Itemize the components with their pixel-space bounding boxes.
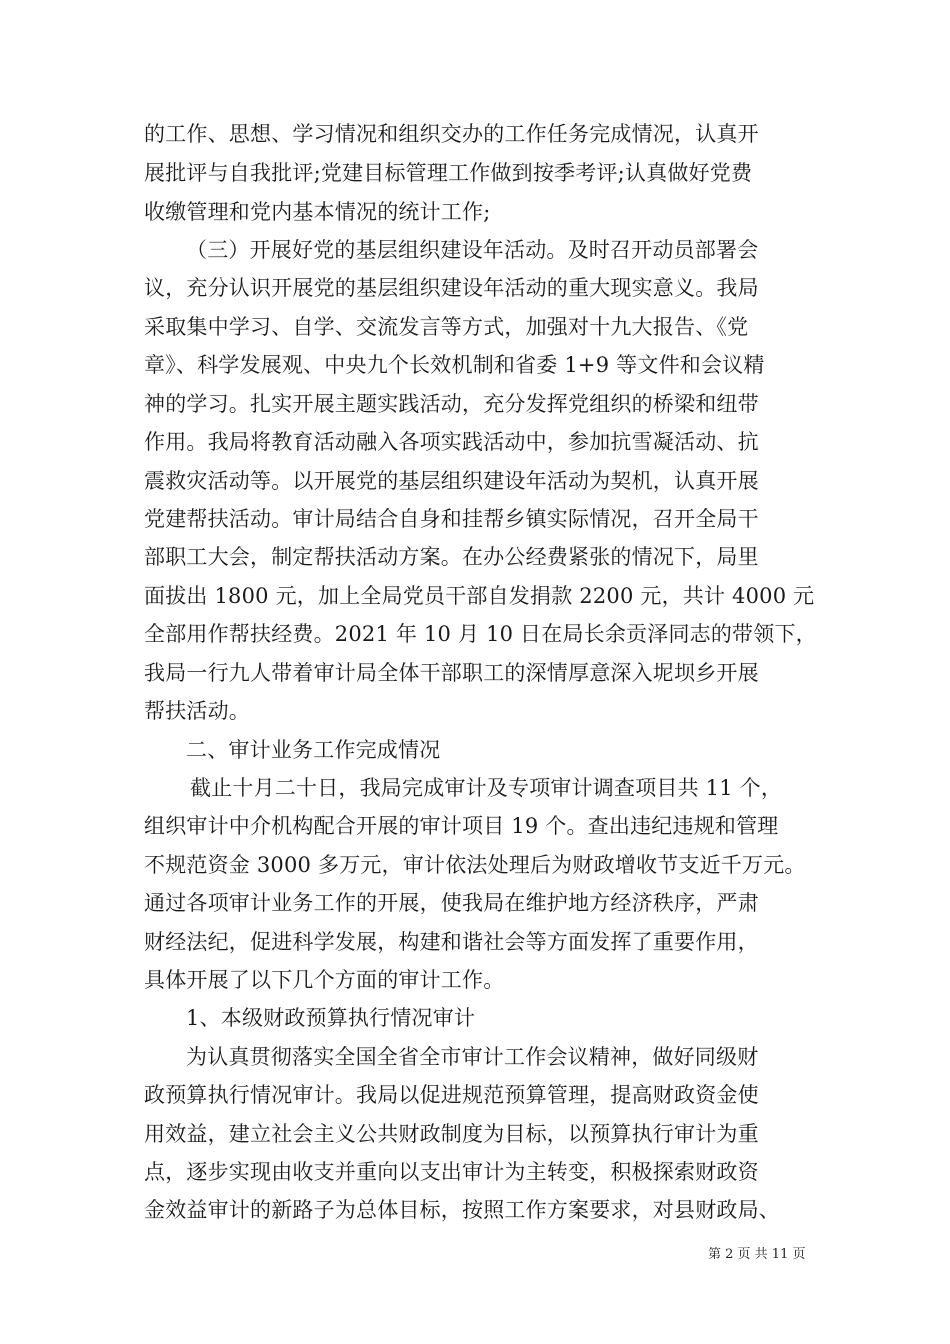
body-text-line: 震救灾活动等。以开展党的基层组织建设年活动为契机，认真开展 xyxy=(144,469,759,493)
body-text-line: 财经法纪，促进科学发展，构建和谐社会等方面发挥了重要作用， xyxy=(144,930,759,954)
body-text-line: 全部用作帮扶经费。2021 年 10 月 10 日在局长余贡泽同志的带领下， xyxy=(144,622,817,646)
body-text-line: 章》、科学发展观、中央九个长效机制和省委 1+9 等文件和会议精 xyxy=(144,353,765,377)
body-text-line: 具体开展了以下几个方面的审计工作。 xyxy=(144,968,505,992)
body-text-line: 点，逐步实现由收支并重向以支出审计为主转变，积极探索财政资 xyxy=(144,1160,759,1184)
body-text-line: 作用。我局将教育活动融入各项实践活动中，参加抗雪凝活动、抗 xyxy=(144,430,759,454)
section-heading: 二、审计业务工作完成情况 xyxy=(186,738,441,762)
body-text-line: 面拔出 1800 元，加上全局党员干部自发捐款 2200 元，共计 4000 元 xyxy=(144,584,815,608)
body-text-line: 议，充分认识开展党的基层组织建设年活动的重大现实意义。我局 xyxy=(144,276,759,300)
page-number-footer: 第 2 页 共 11 页 xyxy=(708,1247,806,1262)
body-text-line: 帮扶活动。 xyxy=(144,699,250,723)
body-text-line: 组织审计中介机构配合开展的审计项目 19 个。查出违纪违规和管理 xyxy=(144,814,779,838)
body-text-line: 政预算执行情况审计。我局以促进规范预算管理，提高财政资金使 xyxy=(144,1083,759,1107)
body-text-line: 截止十月二十日，我局完成审计及专项审计调查项目共 11 个， xyxy=(190,776,783,800)
body-text-line: 党建帮扶活动。审计局结合自身和挂帮乡镇实际情况，召开全局干 xyxy=(144,507,759,531)
body-text-line: 的工作、思想、学习情况和组织交办的工作任务完成情况，认真开 xyxy=(144,122,759,146)
body-text-line: （三）开展好党的基层组织建设年活动。及时召开动员部署会 xyxy=(186,238,759,262)
body-text-line: 我局一行九人带着审计局全体干部职工的深情厚意深入坭坝乡开展 xyxy=(144,661,759,685)
body-text-line: 用效益，建立社会主义公共财政制度为目标，以预算执行审计为重 xyxy=(144,1122,759,1146)
body-text-line: 部职工大会，制定帮扶活动方案。在办公经费紧张的情况下，局里 xyxy=(144,545,759,569)
body-text-line: 采取集中学习、自学、交流发言等方式，加强对十九大报告、《党 xyxy=(144,315,749,339)
body-text-line: 通过各项审计业务工作的开展，使我局在维护地方经济秩序，严肃 xyxy=(144,891,759,915)
body-text-line: 收缴管理和党内基本情况的统计工作; xyxy=(144,200,491,224)
body-text-line: 为认真贯彻落实全国全省全市审计工作会议精神，做好同级财 xyxy=(186,1045,759,1069)
body-text-line: 不规范资金 3000 多万元，审计依法处理后为财政增收节支近千万元。 xyxy=(144,853,806,877)
body-text-line: 神的学习。扎实开展主题实践活动，充分发挥党组织的桥梁和纽带 xyxy=(144,392,759,416)
body-text-line: 展批评与自我批评;党建目标管理工作做到按季考评;认真做好党费 xyxy=(144,161,753,185)
subsection-heading: 1、本级财政预算执行情况审计 xyxy=(186,1006,476,1030)
body-text-line: 金效益审计的新路子为总体目标，按照工作方案要求，对县财政局、 xyxy=(144,1198,780,1222)
